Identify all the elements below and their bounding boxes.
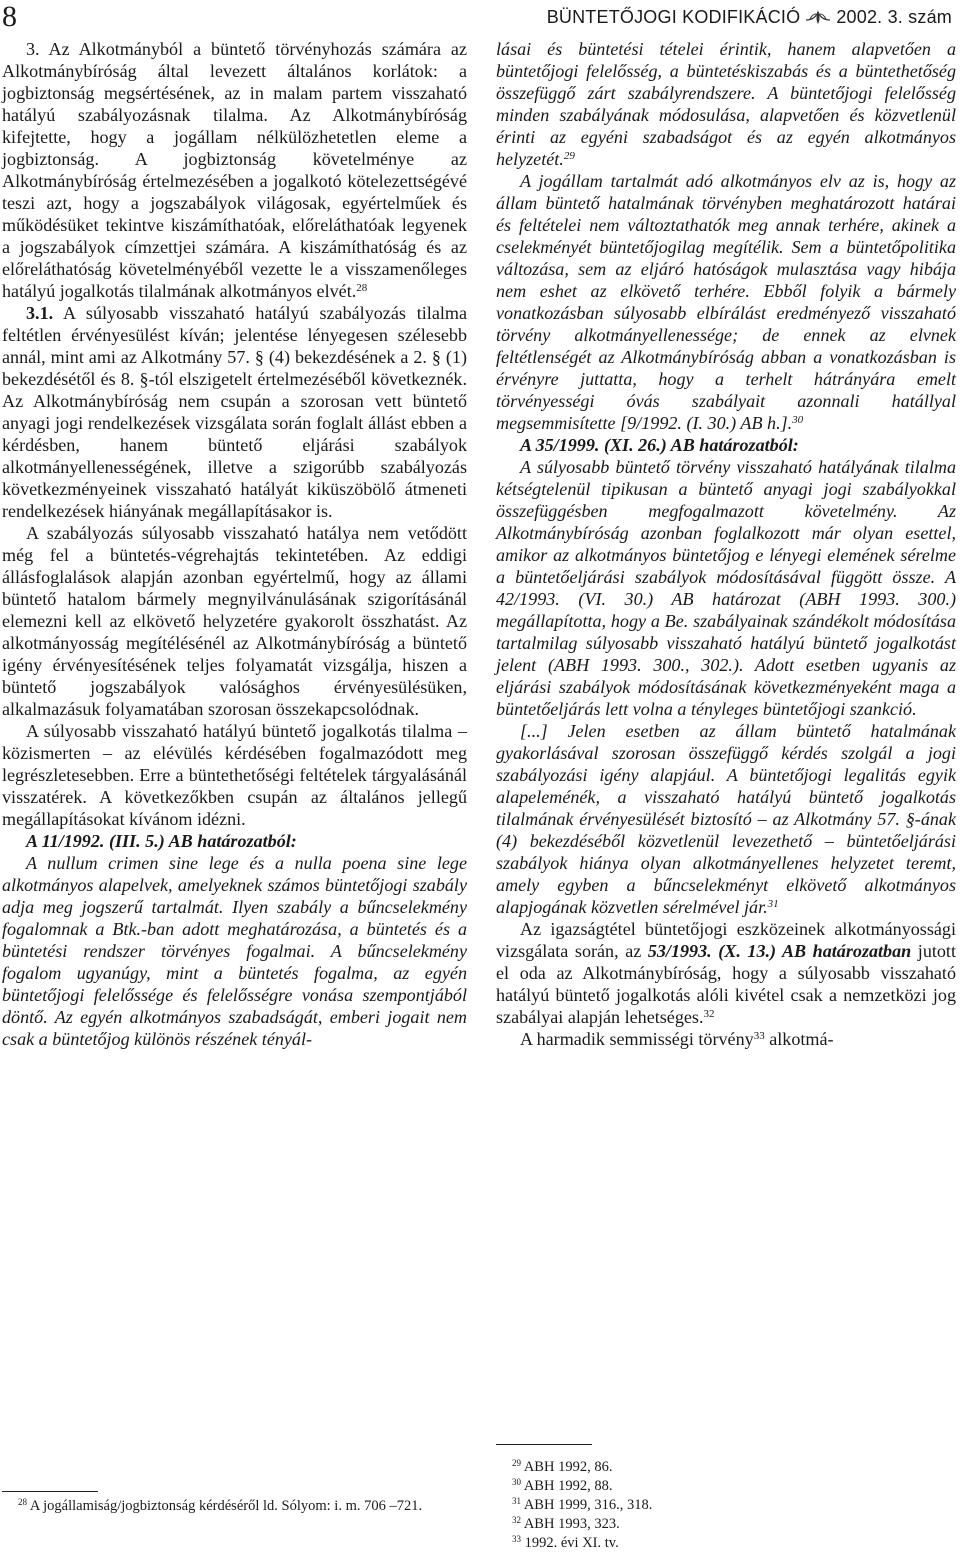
footnote: $^{30}$ ABH 1992, 88. bbox=[512, 1477, 613, 1494]
page-number: 8 bbox=[2, 0, 17, 33]
footnote-ref: 28 bbox=[356, 282, 368, 294]
quoted-paragraph: A jogállam tartalmát adó alkotmányos elv az is, hogy az állam büntető hatalmának törvényben meghatározott határai és feltételei nem változtathatók meg annak terhére, akinek a cselekményét büntetőjogilag megítélik. Sem a büntetőpolitika változása, sem az eljáró hatóságok mulasztása vagy hibája nem eshet az elkövető terhére. Ebből folyik a bármely vonatkozásban súlyosabb elbírálást eredményező visszaható törvény alkotmányellenessége; de ennek az elvnek feltétlenségét az Alkotmánybíróság abban a vonatkozásban is érvényre juttatta, hogy a terhelt hátrányára emelt törvényességi óvás szabályait azonnali hatállyal megsemmisítette [9/1992. (I. 30.) AB h.].$^{30}$ bbox=[496, 171, 956, 433]
paragraph: Az igazságtétel büntetőjogi eszközeinek alkotmányossági vizsgálata során, az 53/1993. (X. 13.) AB határozatban jutott el oda az Alkotmánybíróság, hogy a súlyosabb visszaható hatályú büntető jogalkotás alóli kivétel csak a nemzetközi jog szabályai alapján lehetséges.$^{32}$ bbox=[496, 919, 956, 1027]
footnote: $^{28}$ A jogállamiság/jogbiztonság kérdéséről ld. Sólyom: i. m. 706 –721. bbox=[18, 1497, 423, 1514]
footnote: $^{29}$ ABH 1992, 86. bbox=[512, 1458, 613, 1475]
right-column bbox=[496, 38, 956, 1050]
left-column bbox=[2, 38, 467, 1050]
paragraph: A harmadik semmisségi törvény$^{33}$ alkotmá- bbox=[520, 1029, 834, 1049]
footnote-ref: 29 bbox=[563, 150, 575, 162]
quoted-paragraph: A nullum crimen sine lege és a nulla poena sine lege alkotmányos alapelvek, amelyeknek számos büntetőjogi szabály adja meg jogszerű tartalmát. Ilyen szabály a bűncselekmény fogalomnak a Btk.-ban adott meghatározása, a büntetés és a büntetési rendszer törvényes fogalmai. A bűncselekmény fogalom ugyanúgy, mint a büntetés fogalma, az egyén büntetőjogi felelőssége és felelősségre vonása szempontjából döntő. Az egyén alkotmányos szabadságát, emberi jogait nem csak a büntetőjog különös részének tényál- bbox=[2, 853, 467, 1049]
paragraph: 3.1. A súlyosabb visszaható hatályú szabályozás tilalma feltétlen érvényesülést kíván; jelentése lényegesen szélesebb annál, mint ami az Alkotmány 57. § (4) bekezdésének a 2. § (1) bekezdésétől és 8. §-tól elszigetelt értelmezéséből következnék. Az Alkotmánybíróság nem csupán a szorosan vett büntető anyagi jogi rendelkezések vizsgálata során foglalt állást ebben a kérdésben, hanem büntető eljárási szabályok alkotmányellenességének, illetve a szigorúbb szabályozás következményeinek visszaható hatályát kiküszöbölő átmeneti rendelkezések hiányának megállapításakor is. bbox=[2, 303, 467, 521]
paragraph: 3. Az Alkotmányból a büntető törvényhozás számára az Alkotmánybíróság által levezett általános korlátok: a jogbiztonság megsértésének, az in malam partem visszaható hatályú szabályozásnak tilalma. Az Alkotmánybíróság kifejtette, hogy a jogállam nélkülözhetetlen eleme a jogbiztonság. A jogbiztonság követelménye az Alkotmánybíróság értelmezésében a jogalkotó kötelezettségévé teszi azt, hogy a jogszabályok világosak, egyértelműek és működésüket tekintve kiszámíthatóak, előreláthatóak legyenek a jogszabályok címzettjei számára. A kiszámíthatóság és az előreláthatóság követelményéből vezette le a visszamenőleges hatályú jogalkotás tilalmának alkotmányos elvét.$^{28}$ bbox=[2, 39, 467, 301]
running-head bbox=[547, 4, 952, 33]
leaf-ornament-icon bbox=[804, 7, 832, 33]
quoted-paragraph: [...] Jelen esetben az állam büntető hatalmának gyakorlásával szorosan összefüggő kérdés szolgál a jogi szabályozási igény alapjául. A büntetőjogi legalitás egyik alapeleménék, a visszaható hatályú büntető jogalkotás tilalmának érvényesülését biztosító – az Alkotmány 57. §-ának (4) bekezdéséből közvetlenül levezethető – büntetőeljárási szabályok hiánya olyan alkotmányellenes helyzetet teremt, amely egyben a bűncselekményt elkövető alkotmányos alapjogának közvetlen sérelmével jár.$^{31}$ bbox=[496, 721, 956, 917]
page-header bbox=[0, 0, 960, 36]
footnote-ref: 33 bbox=[753, 1030, 765, 1042]
issue-label: 2002. 3. szám bbox=[836, 7, 952, 27]
quoted-paragraph: A súlyosabb büntető törvény visszaható hatályának tilalma kétségtelenül tipikusan a büntető anyagi jogi szabályokkal összefüggésben megfogalmazott követelmény. Az Alkotmánybíróság azonban foglalkozott már olyan esettel, amikor az alkotmányos büntetőjog e lényegi elemének sérelme a büntetőeljárási szabályok módosításával függött össze. A 42/1993. (VI. 30.) AB határozat (ABH 1993. 300.) megállapította, hogy a Be. szabályainak szándékolt módosítása tartalmilag súlyosabb visszaható hatályú büntető jogalkotást jelent (ABH 1993. 300., 302.). Adott esetben ugyanis az eljárási szabályok módosításának következményeként maga a büntetőeljárás lett volna a tényleges büntetőjogi szankció. bbox=[496, 457, 956, 719]
decision-heading: A 35/1999. (XI. 26.) AB határozatból: bbox=[520, 435, 799, 455]
footnote-ref: 32 bbox=[703, 1008, 715, 1020]
footnote-ref: 31 bbox=[767, 898, 779, 910]
footnote-divider bbox=[496, 1444, 592, 1445]
footnote: $^{33}$ 1992. évi XI. tv. bbox=[512, 1534, 619, 1551]
journal-title: BÜNTETŐJOGI KODIFIKÁCIÓ bbox=[546, 7, 801, 27]
footnotes-left bbox=[2, 1497, 467, 1516]
section-number: 3.1. bbox=[26, 303, 54, 323]
decision-reference: 53/1993. (X. 13.) AB határozatban bbox=[647, 941, 912, 961]
paragraph: A szabályozás súlyosabb visszaható hatálya nem vetődött még fel a büntetés-végrehajtás tekintetében. Az eddigi állásfoglalások alapján azonban egyértelmű, hogy az állami büntető hatalom bármely megnyilvánulásának szigorításánál elemezni kell az elkövető helyzetére gyakorolt összhatást. Az alkotmányosság megítélésénél az Alkotmánybíróság a büntető igény érvényesítésének teljes folyamatát vizsgálja, hiszen a büntető jogszabályok valósághos érvényesülésüken, alkalmazásuk folyamatában szorosan összekapcsolódnak. bbox=[2, 523, 467, 719]
decision-heading: A 11/1992. (III. 5.) AB határozatból: bbox=[26, 831, 297, 851]
paragraph: A súlyosabb visszaható hatályú büntető jogalkotás tilalma – közismerten – az elévülés kérdésében fogalmazódott meg legrészletesebben. Erre a büntethetőségi feltételek tárgyalásánál visszatérek. A következőkben csupán az általános jellegű megállapításokat kívánom idézni. bbox=[2, 721, 467, 829]
footnote: $^{32}$ ABH 1993, 323. bbox=[512, 1515, 620, 1532]
footnote-ref: 30 bbox=[792, 414, 804, 426]
quoted-paragraph: lásai és büntetési tételei érintik, hanem alapvetően a büntetőjogi felelősség, a büntetéskiszabás és a büntethetőség összefüggő zárt szabályrendszere. A büntetőjogi felelősség minden szabályának módosulása, alapvetően és közvetlenül érinti az egyéni szabadságot és az egyén alkotmányos helyzetét.$^{29}$ bbox=[496, 39, 956, 169]
footnote: $^{31}$ ABH 1999, 316., 318. bbox=[512, 1496, 653, 1513]
footnote-divider bbox=[2, 1491, 98, 1492]
footnotes-right bbox=[496, 1458, 796, 1553]
